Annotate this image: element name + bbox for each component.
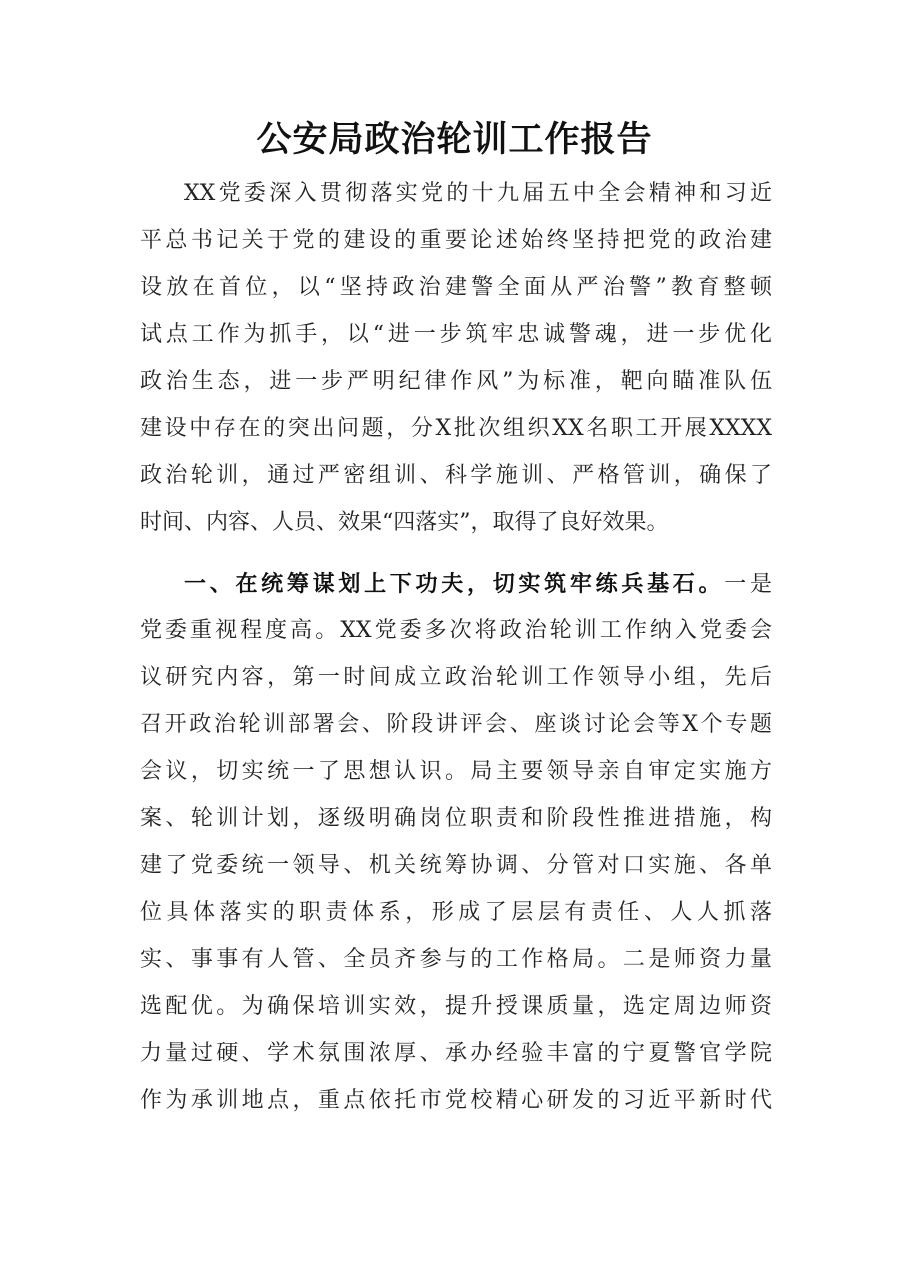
paragraph1-line: XX党委深入贯彻落实党的十九届五中全会精神和习近 — [184, 181, 772, 206]
paragraph2-line: 召开政治轮训部署会、阶段讲评会、座谈讨论会等X个专题 — [140, 712, 772, 737]
paragraph2-line: 作为承训地点，重点依托市党校精心研发的习近平新时代 — [140, 1088, 772, 1113]
paragraph2-line: 议研究内容，第一时间成立政治轮训工作领导小组，先后 — [140, 665, 772, 690]
paragraph2-line: 党委重视程度高。XX党委多次将政治轮训工作纳入党委会 — [140, 618, 772, 643]
paragraph2-line: 力量过硬、学术氛围浓厚、承办经验丰富的宁夏警官学院 — [140, 1041, 772, 1066]
paragraph2-line: 会议，切实统一了思想认识。局主要领导亲自审定实施方 — [140, 759, 772, 784]
paragraph2-line: 建了党委统一领导、机关统筹协调、分管对口实施、各单 — [140, 853, 772, 878]
paragraph1-line: 建设中存在的突出问题，分X批次组织XX名职工开展XXXX — [140, 416, 772, 441]
paragraph2-line: 选配优。为确保培训实效，提升授课质量，选定周边师资 — [140, 994, 772, 1019]
paragraph1-line: 试点工作为抓手，以“进一步筑牢忠诚警魂，进一步优化 — [140, 322, 772, 347]
paragraph1-line: 设放在首位，以“坚持政治建警全面从严治警”教育整顿 — [140, 275, 772, 300]
paragraph1-line: 政治轮训，通过严密组训、科学施训、严格管训，确保了 — [140, 463, 772, 488]
paragraph2-line: 位具体落实的职责体系，形成了层层有责任、人人抓落 — [140, 900, 772, 925]
paragraph2-first-line — [184, 566, 772, 602]
section-heading: 一、在统筹谋划上下功夫，切实筑牢练兵基石。 — [184, 571, 725, 597]
paragraph1-line: 时间、内容、人员、效果“四落实”，取得了良好效果。 — [140, 510, 669, 535]
document-title: 公安局政治轮训工作报告 — [256, 119, 653, 160]
paragraph1-line: 政治生态，进一步严明纪律作风”为标准，靶向瞄准队伍 — [140, 369, 772, 394]
paragraph2-line: 实、事事有人管、全员齐参与的工作格局。二是师资力量 — [140, 947, 772, 972]
paragraph1-line: 平总书记关于党的建设的重要论述始终坚持把党的政治建 — [140, 228, 772, 253]
section-heading-continuation: 一是 — [724, 572, 772, 597]
paragraph2-line: 案、轮训计划，逐级明确岗位职责和阶段性推进措施，构 — [140, 806, 772, 831]
